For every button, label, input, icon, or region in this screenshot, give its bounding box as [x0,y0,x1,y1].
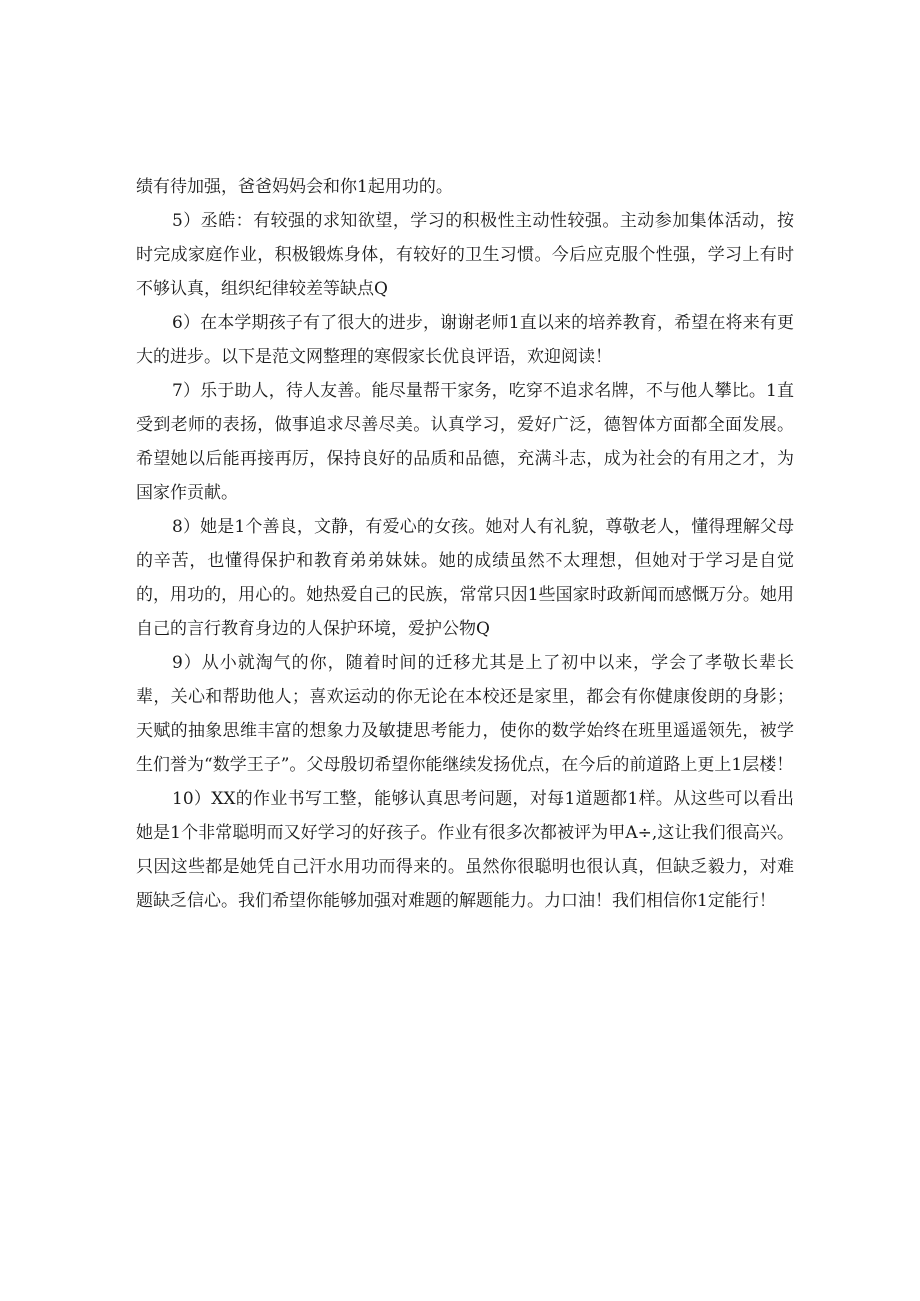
paragraph-5: 5）丞皓：有较强的求知欲望，学习的积极性主动性较强。主动参加集体活动，按时完成家庭作业，积极锻炼身体，有较好的卫生习惯。今后应克服个性强，学习上有时不够认真，组织纪律较差等缺点Q [136,211,794,299]
paragraph-7: 7）乐于助人，待人友善。能尽量帮干家务，吃穿不追求名牌，不与他人攀比。1直受到老师的表扬，做事追求尽善尽美。认真学习，爱好广泛，德智体方面都全面发展。希望她以后能再接再厉，保持良好的品质和品德，充满斗志，成为社会的有用之才，为国家作贡献。 [136,381,794,503]
document-body [136,170,794,918]
paragraph-8: 8）她是1个善良，文静，有爱心的女孩。她对人有礼貌，尊敬老人，懂得理解父母的辛苦，也懂得保护和教育弟弟妹妹。她的成绩虽然不太理想，但她对于学习是自觉的，用功的，用心的。她热爱自己的民族，常常只因1些国家时政新闻而感慨万分。她用自己的言行教育身边的人保护环境，爱护公物Q [136,517,794,639]
paragraph-10: 10）XX的作业书写工整，能够认真思考问题，对每1道题都1样。从这些可以看出她是1个非常聪明而又好学习的好孩子。作业有很多次都被评为甲A÷,这让我们很高兴。只因这些都是她凭自己汗水用功而得来的。虽然你很聪明也很认真，但缺乏毅力，对难题缺乏信心。我们希望你能够加强对难题的解题能力。力口油！我们相信你1定能行！ [136,789,794,911]
paragraph-9: 9）从小就淘气的你，随着时间的迁移尤其是上了初中以来，学会了孝敬长辈长辈，关心和帮助他人；喜欢运动的你无论在本校还是家里，都会有你健康俊朗的身影；天赋的抽象思维丰富的想象力及敏捷思考能力，使你的数学始终在班里遥遥领先，被学生们誉为“数学王子”。父母殷切希望你能继续发扬优点，在今后的前道路上更上1层楼！ [136,653,794,775]
paragraph-continuation: 绩有待加强，爸爸妈妈会和你1起用功的。 [136,177,453,197]
paragraph-6: 6）在本学期孩子有了很大的进步，谢谢老师1直以来的培养教育，希望在将来有更大的进步。以下是范文网整理的寒假家长优良评语，欢迎阅读！ [136,313,794,367]
